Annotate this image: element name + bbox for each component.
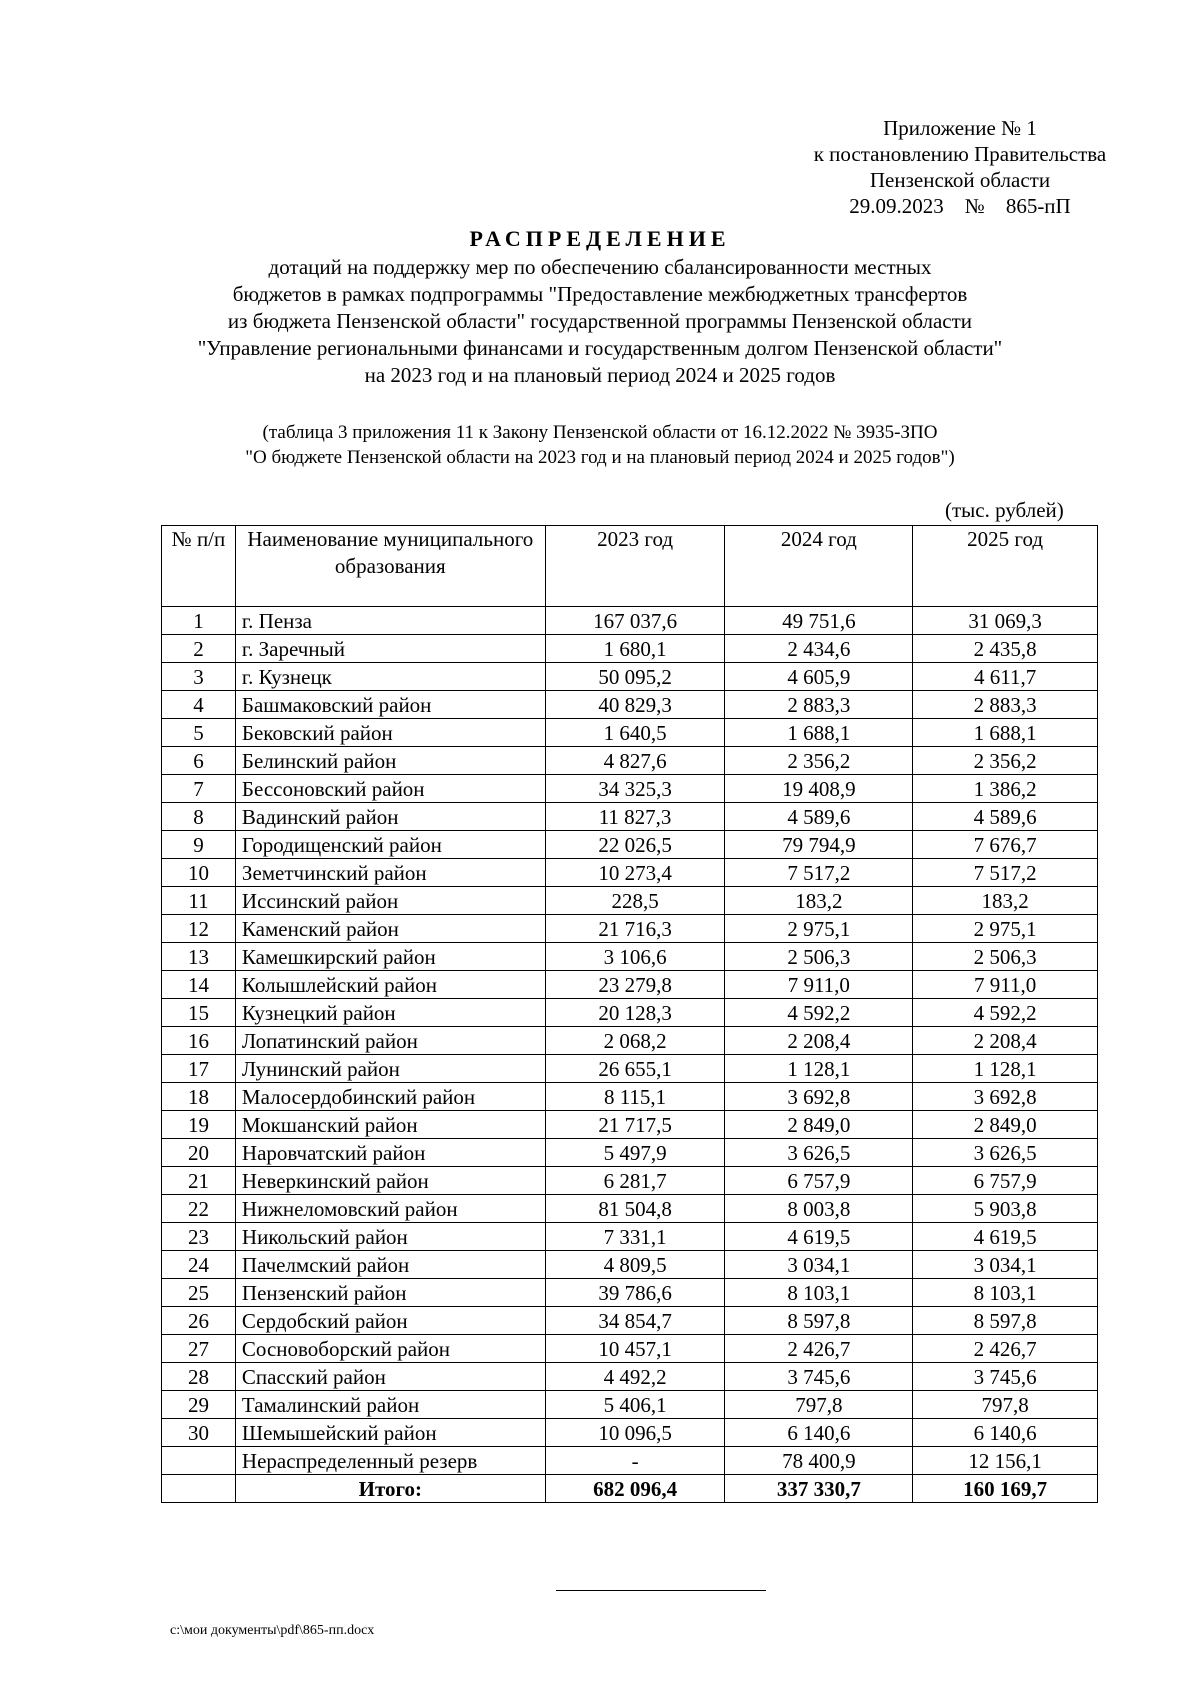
row-2023: 22 026,5 xyxy=(545,831,725,859)
row-number: 13 xyxy=(162,943,236,971)
row-number: 10 xyxy=(162,859,236,887)
row-2023: 7 331,1 xyxy=(545,1223,725,1251)
row-name: Наровчатский район xyxy=(235,1139,545,1167)
row-2023: 6 281,7 xyxy=(545,1167,725,1195)
row-number: 16 xyxy=(162,1027,236,1055)
row-2025: 7 911,0 xyxy=(913,971,1098,999)
row-2023: 50 095,2 xyxy=(545,663,725,691)
row-number: 11 xyxy=(162,887,236,915)
row-2025: 4 619,5 xyxy=(913,1223,1098,1251)
header-2025: 2025 год xyxy=(913,526,1098,607)
row-2023: 81 504,8 xyxy=(545,1195,725,1223)
row-2025: 6 757,9 xyxy=(913,1167,1098,1195)
row-2025: 8 597,8 xyxy=(913,1307,1098,1335)
row-2025: 3 626,5 xyxy=(913,1139,1098,1167)
row-2025: 2 506,3 xyxy=(913,943,1098,971)
table-row xyxy=(162,1111,1098,1139)
row-2024: 4 589,6 xyxy=(725,803,913,831)
total-number-cell xyxy=(162,1475,236,1503)
row-2024: 4 605,9 xyxy=(725,663,913,691)
table-row xyxy=(162,1055,1098,1083)
note-line: (таблица 3 приложения 11 к Закону Пензенской области от 16.12.2022 № 3935-ЗПО xyxy=(262,422,938,443)
row-number: 14 xyxy=(162,971,236,999)
appendix-line: Пензенской области xyxy=(869,168,1051,192)
table-row xyxy=(162,1167,1098,1195)
row-2025: 31 069,3 xyxy=(913,607,1098,635)
row-2025: 6 140,6 xyxy=(913,1419,1098,1447)
row-name: Белинский район xyxy=(235,747,545,775)
row-2024: 49 751,6 xyxy=(725,607,913,635)
table-row xyxy=(162,915,1098,943)
row-2025: 2 975,1 xyxy=(913,915,1098,943)
file-path: c:\мои документы\pdf\865-пп.docx xyxy=(170,1623,375,1638)
subtitle-line: на 2023 год и на плановый период 2024 и 2025 годов xyxy=(364,363,836,387)
row-2025: 4 592,2 xyxy=(913,999,1098,1027)
row-2025: 797,8 xyxy=(913,1391,1098,1419)
table-row xyxy=(162,999,1098,1027)
row-name: Сосновоборский район xyxy=(235,1335,545,1363)
row-name: Мокшанский район xyxy=(235,1111,545,1139)
row-2023: 10 457,1 xyxy=(545,1335,725,1363)
row-2023: 167 037,6 xyxy=(545,607,725,635)
row-2024: 2 426,7 xyxy=(725,1335,913,1363)
table-row xyxy=(162,971,1098,999)
row-number: 15 xyxy=(162,999,236,1027)
row-2025: 1 688,1 xyxy=(913,719,1098,747)
row-name: Тамалинский район xyxy=(235,1391,545,1419)
row-2024: 79 794,9 xyxy=(725,831,913,859)
row-2025: 2 435,8 xyxy=(913,635,1098,663)
row-2023: 4 492,2 xyxy=(545,1363,725,1391)
table-row xyxy=(162,607,1098,635)
appendix-block xyxy=(780,115,1140,219)
row-name: Спасский район xyxy=(235,1363,545,1391)
table-header-row xyxy=(162,526,1098,607)
table-row xyxy=(162,1251,1098,1279)
table-row xyxy=(162,1391,1098,1419)
row-2023: 26 655,1 xyxy=(545,1055,725,1083)
table-row xyxy=(162,747,1098,775)
row-2025: 1 128,1 xyxy=(913,1055,1098,1083)
row-name: Городищенский район xyxy=(235,831,545,859)
subtitle-line: бюджетов в рамках подпрограммы "Предоставление межбюджетных трансфертов xyxy=(232,282,968,306)
row-number: 29 xyxy=(162,1391,236,1419)
row-2024: 2 434,6 xyxy=(725,635,913,663)
row-2025: 2 883,3 xyxy=(913,691,1098,719)
table-row xyxy=(162,831,1098,859)
row-2024: 3 692,8 xyxy=(725,1083,913,1111)
row-name: Земетчинский район xyxy=(235,859,545,887)
document-subtitle xyxy=(100,254,1100,389)
row-2025: 3 745,6 xyxy=(913,1363,1098,1391)
row-2023: 5 406,1 xyxy=(545,1391,725,1419)
row-number: 26 xyxy=(162,1307,236,1335)
row-2023: 40 829,3 xyxy=(545,691,725,719)
table-row xyxy=(162,887,1098,915)
row-name: г. Заречный xyxy=(235,635,545,663)
row-name: Малосердобинский район xyxy=(235,1083,545,1111)
total-2023: 682 096,4 xyxy=(545,1475,725,1503)
table-row xyxy=(162,663,1098,691)
row-name: Никольский район xyxy=(235,1223,545,1251)
row-2023: 10 096,5 xyxy=(545,1419,725,1447)
row-name: Бессоновский район xyxy=(235,775,545,803)
row-name: Пензенский район xyxy=(235,1279,545,1307)
row-2025: 4 589,6 xyxy=(913,803,1098,831)
row-2024: 6 757,9 xyxy=(725,1167,913,1195)
table-row xyxy=(162,1139,1098,1167)
row-2023: 21 716,3 xyxy=(545,915,725,943)
total-row xyxy=(162,1475,1098,1503)
row-2023: - xyxy=(545,1447,725,1475)
row-name: г. Кузнецк xyxy=(235,663,545,691)
table-row xyxy=(162,859,1098,887)
row-2024: 2 506,3 xyxy=(725,943,913,971)
table-row xyxy=(162,1083,1098,1111)
row-name: Нераспределенный резерв xyxy=(235,1447,545,1475)
row-2024: 1 128,1 xyxy=(725,1055,913,1083)
row-2024: 7 517,2 xyxy=(725,859,913,887)
row-2024: 3 034,1 xyxy=(725,1251,913,1279)
row-2025: 7 676,7 xyxy=(913,831,1098,859)
table-row xyxy=(162,1307,1098,1335)
row-2024: 1 688,1 xyxy=(725,719,913,747)
row-2024: 3 626,5 xyxy=(725,1139,913,1167)
row-number: 9 xyxy=(162,831,236,859)
row-2023: 10 273,4 xyxy=(545,859,725,887)
row-2024: 183,2 xyxy=(725,887,913,915)
row-2024: 8 103,1 xyxy=(725,1279,913,1307)
row-2023: 34 854,7 xyxy=(545,1307,725,1335)
header-number: № п/п xyxy=(162,526,236,607)
row-2024: 2 975,1 xyxy=(725,915,913,943)
row-number: 7 xyxy=(162,775,236,803)
subtitle-line: "Управление региональными финансами и государственным долгом Пензенской области" xyxy=(197,336,1003,360)
total-2025: 160 169,7 xyxy=(913,1475,1098,1503)
row-2023: 23 279,8 xyxy=(545,971,725,999)
row-name: Шемышейский район xyxy=(235,1419,545,1447)
row-2025: 12 156,1 xyxy=(913,1447,1098,1475)
row-2023: 1 680,1 xyxy=(545,635,725,663)
row-number: 1 xyxy=(162,607,236,635)
row-number: 23 xyxy=(162,1223,236,1251)
row-name: Лопатинский район xyxy=(235,1027,545,1055)
row-number: 30 xyxy=(162,1419,236,1447)
row-2024: 4 592,2 xyxy=(725,999,913,1027)
row-2023: 34 325,3 xyxy=(545,775,725,803)
table-row xyxy=(162,1195,1098,1223)
row-name: г. Пенза xyxy=(235,607,545,635)
row-2023: 4 809,5 xyxy=(545,1251,725,1279)
row-2024: 6 140,6 xyxy=(725,1419,913,1447)
row-2025: 2 208,4 xyxy=(913,1027,1098,1055)
row-number: 28 xyxy=(162,1363,236,1391)
table-row xyxy=(162,1419,1098,1447)
appendix-line: Приложение № 1 xyxy=(883,116,1037,140)
row-2024: 2 883,3 xyxy=(725,691,913,719)
row-2025: 2 426,7 xyxy=(913,1335,1098,1363)
row-2025: 8 103,1 xyxy=(913,1279,1098,1307)
row-name: Нижнеломовский район xyxy=(235,1195,545,1223)
units-label: (тыс. рублей) xyxy=(945,498,1064,522)
law-reference-note xyxy=(100,420,1100,470)
row-2025: 183,2 xyxy=(913,887,1098,915)
row-2024: 8 597,8 xyxy=(725,1307,913,1335)
row-2025: 3 692,8 xyxy=(913,1083,1098,1111)
row-2024: 7 911,0 xyxy=(725,971,913,999)
row-2023: 4 827,6 xyxy=(545,747,725,775)
row-2023: 2 068,2 xyxy=(545,1027,725,1055)
row-number: 12 xyxy=(162,915,236,943)
row-2025: 5 903,8 xyxy=(913,1195,1098,1223)
row-number xyxy=(162,1447,236,1475)
row-name: Вадинский район xyxy=(235,803,545,831)
row-number: 21 xyxy=(162,1167,236,1195)
document-title: РАСПРЕДЕЛЕНИЕ xyxy=(469,226,731,251)
appendix-date-number: 29.09.2023 № 865-пП xyxy=(849,194,1071,218)
row-number: 22 xyxy=(162,1195,236,1223)
row-name: Бековский район xyxy=(235,719,545,747)
row-name: Башмаковский район xyxy=(235,691,545,719)
row-2024: 2 208,4 xyxy=(725,1027,913,1055)
row-name: Лунинский район xyxy=(235,1055,545,1083)
row-name: Колышлейский район xyxy=(235,971,545,999)
total-label: Итого: xyxy=(235,1475,545,1503)
row-2025: 4 611,7 xyxy=(913,663,1098,691)
table-row xyxy=(162,1027,1098,1055)
row-number: 6 xyxy=(162,747,236,775)
table-row xyxy=(162,635,1098,663)
table-row xyxy=(162,719,1098,747)
row-2024: 797,8 xyxy=(725,1391,913,1419)
subtitle-line: дотаций на поддержку мер по обеспечению сбалансированности местных xyxy=(268,255,932,279)
row-2024: 8 003,8 xyxy=(725,1195,913,1223)
table-row xyxy=(162,1363,1098,1391)
row-2023: 11 827,3 xyxy=(545,803,725,831)
row-name: Пачелмский район xyxy=(235,1251,545,1279)
row-2025: 2 356,2 xyxy=(913,747,1098,775)
row-2023: 3 106,6 xyxy=(545,943,725,971)
appendix-line: к постановлению Правительства xyxy=(813,142,1107,166)
row-name: Неверкинский район xyxy=(235,1167,545,1195)
table-row xyxy=(162,943,1098,971)
row-2023: 8 115,1 xyxy=(545,1083,725,1111)
row-2023: 5 497,9 xyxy=(545,1139,725,1167)
row-2025: 1 386,2 xyxy=(913,775,1098,803)
row-number: 8 xyxy=(162,803,236,831)
row-name: Иссинский район xyxy=(235,887,545,915)
row-2024: 3 745,6 xyxy=(725,1363,913,1391)
row-name: Каменский район xyxy=(235,915,545,943)
table-row xyxy=(162,1279,1098,1307)
header-name: Наименование муниципального образования xyxy=(235,526,545,607)
total-2024: 337 330,7 xyxy=(725,1475,913,1503)
header-2023: 2023 год xyxy=(545,526,725,607)
end-divider xyxy=(556,1590,766,1591)
table-row xyxy=(162,1223,1098,1251)
row-name: Кузнецкий район xyxy=(235,999,545,1027)
row-2023: 228,5 xyxy=(545,887,725,915)
row-2025: 3 034,1 xyxy=(913,1251,1098,1279)
header-2024: 2024 год xyxy=(725,526,913,607)
subtitle-line: из бюджета Пензенской области" государственной программы Пензенской области xyxy=(227,309,973,333)
row-number: 24 xyxy=(162,1251,236,1279)
row-number: 3 xyxy=(162,663,236,691)
row-number: 18 xyxy=(162,1083,236,1111)
table-row xyxy=(162,775,1098,803)
table-body xyxy=(162,607,1098,1475)
table-row xyxy=(162,803,1098,831)
row-2024: 2 356,2 xyxy=(725,747,913,775)
row-number: 4 xyxy=(162,691,236,719)
row-2024: 19 408,9 xyxy=(725,775,913,803)
row-name: Сердобский район xyxy=(235,1307,545,1335)
row-number: 2 xyxy=(162,635,236,663)
note-line: "О бюджете Пензенской области на 2023 год и на плановый период 2024 и 2025 годов") xyxy=(245,447,955,468)
row-number: 19 xyxy=(162,1111,236,1139)
row-2023: 21 717,5 xyxy=(545,1111,725,1139)
row-number: 20 xyxy=(162,1139,236,1167)
row-number: 25 xyxy=(162,1279,236,1307)
row-2024: 78 400,9 xyxy=(725,1447,913,1475)
row-number: 27 xyxy=(162,1335,236,1363)
distribution-table xyxy=(161,525,1098,1503)
table-row xyxy=(162,1447,1098,1475)
row-2024: 2 849,0 xyxy=(725,1111,913,1139)
row-2025: 2 849,0 xyxy=(913,1111,1098,1139)
table-row xyxy=(162,691,1098,719)
row-2025: 7 517,2 xyxy=(913,859,1098,887)
row-number: 5 xyxy=(162,719,236,747)
row-2024: 4 619,5 xyxy=(725,1223,913,1251)
row-2023: 39 786,6 xyxy=(545,1279,725,1307)
row-2023: 20 128,3 xyxy=(545,999,725,1027)
row-number: 17 xyxy=(162,1055,236,1083)
row-2023: 1 640,5 xyxy=(545,719,725,747)
table-row xyxy=(162,1335,1098,1363)
row-name: Камешкирский район xyxy=(235,943,545,971)
